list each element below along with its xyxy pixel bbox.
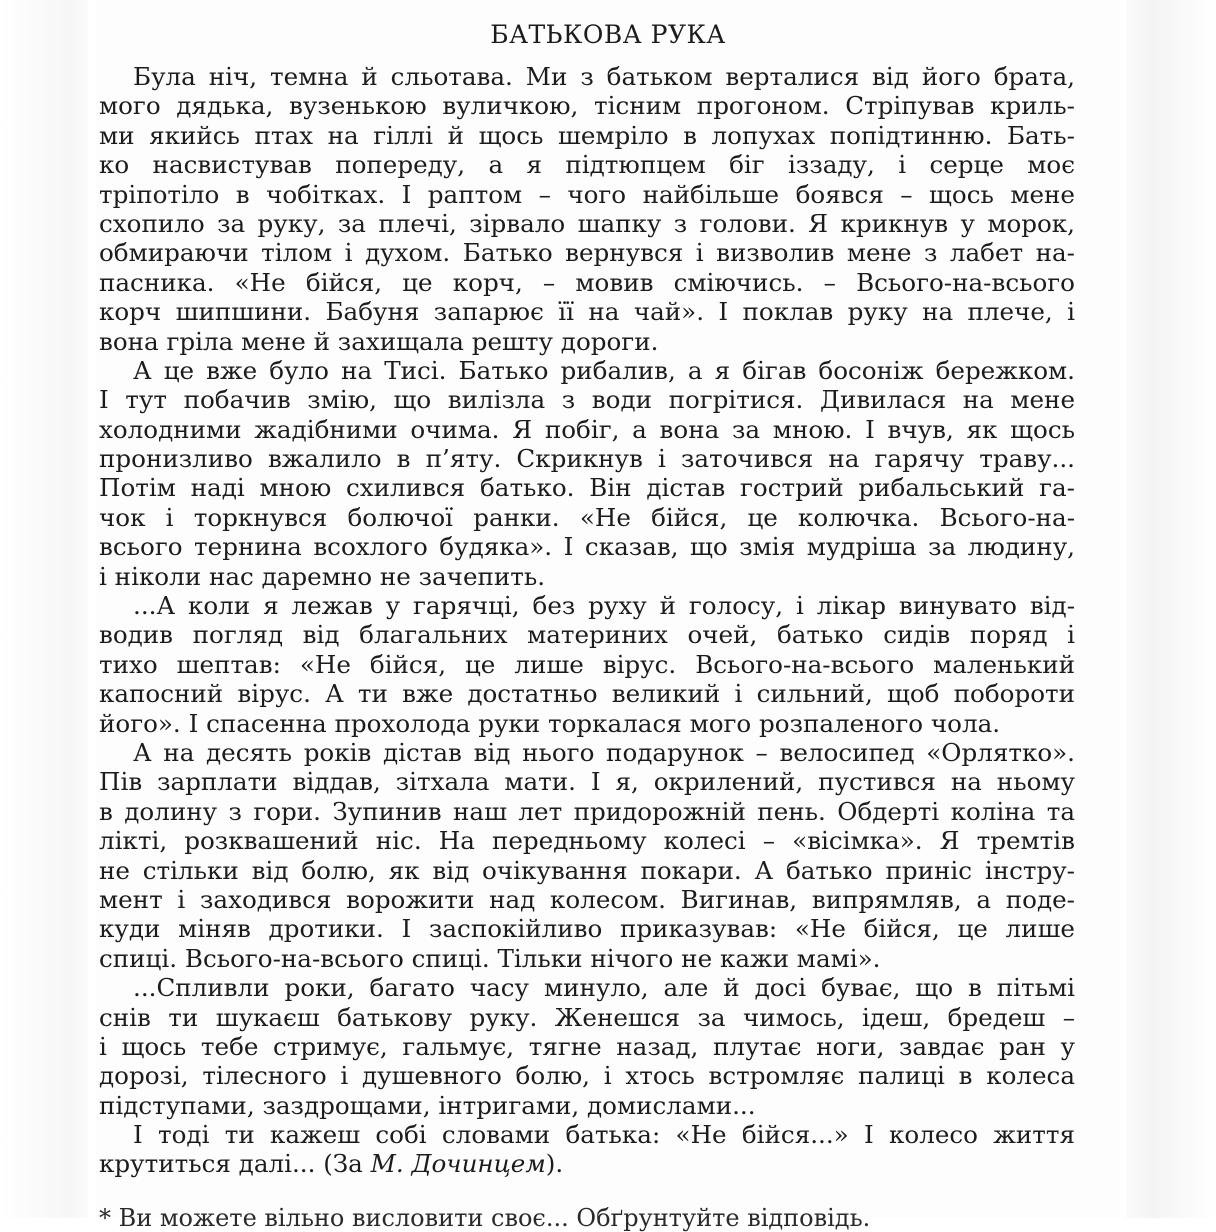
text-line: А на десять років дістав від нього подарунок – велосипед «Орлятко». <box>133 737 1075 767</box>
text-line: Була ніч, темна й сльотава. Ми з батьком верталися від його брата, <box>133 62 1075 91</box>
text-line: Пів зарплати віддав, зітхала мати. І я, окрилений, пустився на ньому <box>99 767 1075 797</box>
text-line: ...А коли я лежав у гарячці, без руху й голосу, і лікар винувато від- <box>133 591 1075 621</box>
text-line: чок і торкнувся болючої ранки. «Не бійся, це колючка. Всього-на- <box>99 502 1075 532</box>
text-line: пронизливо вжалило в п’яту. Скрикнув і заточився на гарячу траву... <box>99 444 1075 474</box>
text-line: підступами, заздрощами, інтригами, домислами... <box>99 1090 756 1120</box>
paragraph-5 <box>99 973 1075 1120</box>
text-line: І тоді ти кажеш собі словами батька: «Не бійся...» І колесо життя <box>133 1120 1075 1150</box>
paragraph-2 <box>99 356 1075 591</box>
page-title: БАТЬКОВА РУКА <box>490 20 726 49</box>
paragraph-6 <box>99 1120 1075 1179</box>
text-line: ко насвистував попереду, а я підтюпцем біг іззаду, і серце моє <box>99 150 1075 180</box>
text-line: ...Спливли роки, багато часу минуло, але й досі буває, що в пітьмі <box>133 973 1075 1003</box>
text-line: тріпотіло в чобітках. І раптом – чого найбільше боявся – щось мене <box>99 179 1075 209</box>
text-line: А це вже було на Тисі. Батько рибалив, а я бігав босоніж бережком. <box>133 355 1075 385</box>
text-line: водив погляд від благальних материних очей, батько сидів поряд і <box>99 620 1075 650</box>
text-line-final <box>99 1149 1075 1178</box>
text-line: І тут побачив змію, що вилізла з води погрітися. Дивилася на мене <box>99 385 1075 415</box>
text-line: і ніколи нас даремно не зачепить. <box>99 561 546 591</box>
text-line: всього тернина всохлого будяка». І сказав, що змія мудріша за людину, <box>99 532 1075 562</box>
text-line: снів ти шукаєш батькову руку. Женешся за чимось, ідеш, бредеш – <box>99 1002 1075 1032</box>
paragraph-4 <box>99 738 1075 973</box>
text-line: вона гріла мене й захищала решту дороги. <box>99 326 659 356</box>
text-line: ми якийсь птах на гіллі й щось шемріло в лопухах попідтинню. Бать- <box>99 120 1075 150</box>
text-line: капосний вірус. А ти вже достатньо великий і сильний, щоб побороти <box>99 679 1075 709</box>
text-line: пасника. «Не бійся, це корч, – мовив сміючись. – Всього-на-всього <box>99 267 1075 297</box>
text-line: лікті, розквашений ніс. На передньому колесі – «вісімка». Я тремтів <box>99 826 1075 856</box>
text-line: куди міняв дротики. І заспокійливо приказував: «Не бійся, це лише <box>99 914 1075 944</box>
text-line: його». І спасенна прохолода руки торкалася мого розпаленого чола. <box>99 708 1001 738</box>
author-name: М. Дочинцем <box>370 1149 546 1179</box>
page-edge-right <box>1126 0 1216 1218</box>
text-line: дорозі, тілесного і душевного болю, і хтось встромляє палиці в колеса <box>99 1061 1075 1091</box>
text-line: і щось тебе стримує, гальмує, тягне назад, плутає ноги, завдає ран у <box>99 1031 1075 1061</box>
text-line: мого дядька, вузенькою вуличкою, тісним прогоном. Стріпував криль- <box>99 91 1075 121</box>
text-line: спиці. Всього-на-всього спиці. Тільки нічого не кажи мамі». <box>99 943 881 973</box>
book-page <box>96 0 1120 1232</box>
final-line-end: ). <box>545 1149 564 1179</box>
story-text <box>99 62 1075 1179</box>
paragraph-3 <box>99 591 1075 738</box>
text-line: холодними жадібними очима. Я побіг, а вона за мною. І вчув, як щось <box>99 414 1075 444</box>
page-edge-left <box>0 0 88 1218</box>
text-line: мент і заходився ворожити над колесом. Вигинав, випрямляв, а поде- <box>99 884 1075 914</box>
text-line: тихо шептав: «Не бійся, це лише вірус. Всього-на-всього маленький <box>99 649 1075 679</box>
text-line: схопило за руку, за плечі, зірвало шапку з голови. Я крикнув у морок, <box>99 208 1075 238</box>
final-line-start: крутиться далі... (За <box>99 1149 371 1179</box>
cut-off-text: * Ви можете вільно висловити своє... Обґрунтуйте відповідь. <box>99 1204 871 1232</box>
paragraph-1 <box>99 62 1075 356</box>
text-line: в долину з гори. Зупинив наш лет придорожній пень. Обдерті коліна та <box>99 796 1075 826</box>
text-line: не стільки від болю, як від очікування покари. А батько приніс інстру- <box>99 855 1075 885</box>
text-line: корч шипшини. Бабуня запарює її на чай». І поклав руку на плече, і <box>99 297 1075 327</box>
text-line: обмираючи тілом і духом. Батько вернувся і визволив мене з лабет на- <box>99 238 1075 268</box>
text-line: Потім наді мною схилився батько. Він дістав гострий рибальський га- <box>99 473 1075 503</box>
cut-off-footer-line <box>99 1204 879 1232</box>
